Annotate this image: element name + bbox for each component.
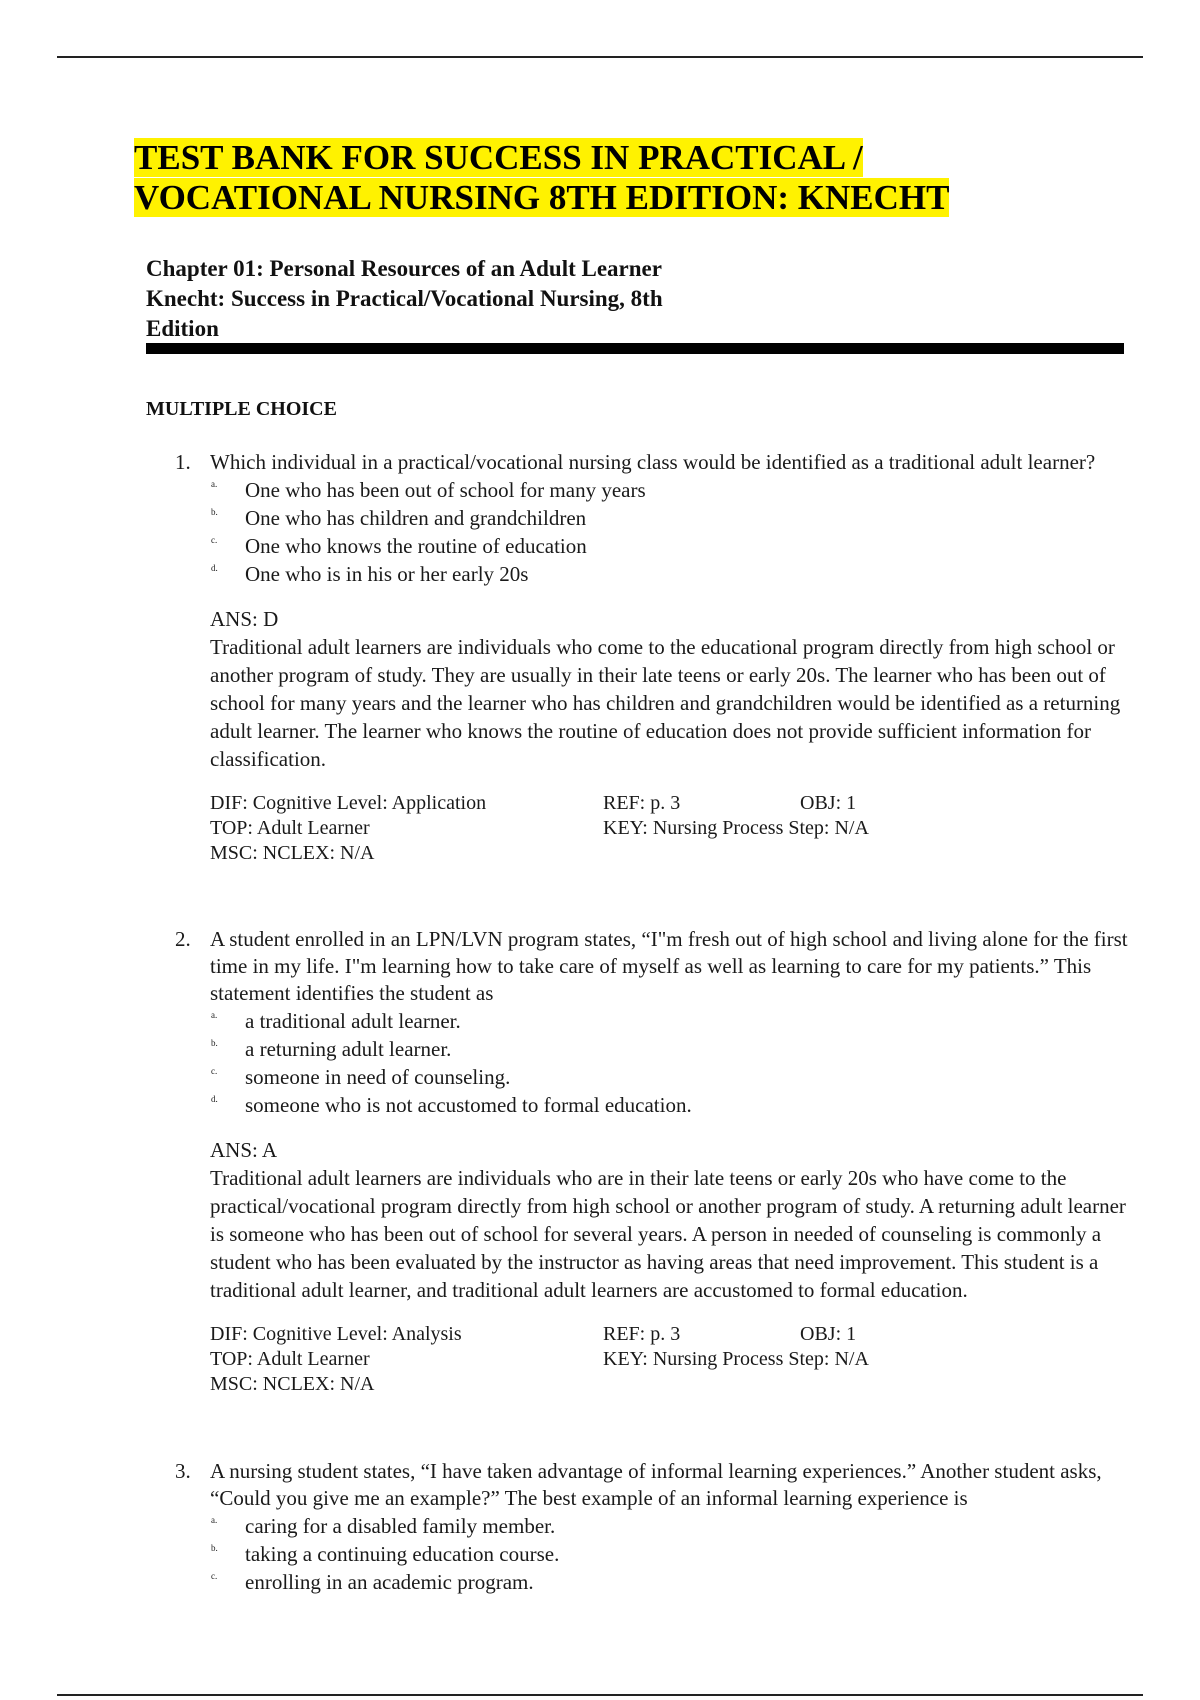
- option-letter: d.: [211, 563, 218, 573]
- option-b[interactable]: [175, 1035, 1135, 1063]
- question-stem: [175, 449, 1135, 476]
- question-text: Which individual in a practical/vocational nursing class would be identified as a traditional adult learner?: [210, 450, 1096, 474]
- chapter-heading: [146, 254, 786, 344]
- answer-key: ANS: D: [210, 607, 279, 631]
- document-title: [134, 138, 1134, 218]
- option-text: caring for a disabled family member.: [245, 1514, 556, 1538]
- question-2: [175, 926, 1135, 1400]
- option-letter: a.: [211, 1010, 218, 1020]
- meta-msc: MSC: NCLEX: N/A: [210, 1373, 375, 1395]
- title-line-1: TEST BANK FOR SUCCESS IN PRACTICAL /: [134, 138, 863, 177]
- chapter-line-2: Knecht: Success in Practical/Vocational Nursing, 8th: [146, 286, 663, 311]
- question-stem: [175, 926, 1135, 1007]
- option-a[interactable]: [175, 476, 1135, 504]
- chapter-divider: [146, 343, 1124, 354]
- answer-key: ANS: A: [210, 1138, 278, 1162]
- chapter-line-1: Chapter 01: Personal Resources of an Adult Learner: [146, 256, 662, 281]
- rationale: Traditional adult learners are individuals who come to the educational program directly from high school or another program of study. They are usually in their late teens or early 20s. The learner who has been out of school for many years and the learner who has children and grandchildren would be identified as a returning adult learner. The learner who knows the routine of education does not provide sufficient information for classification.: [210, 635, 1121, 771]
- option-text: a returning adult learner.: [245, 1037, 452, 1061]
- option-b[interactable]: [175, 1540, 1135, 1568]
- option-text: taking a continuing education course.: [245, 1542, 560, 1566]
- question-1: [175, 449, 1135, 869]
- bottom-rule: [57, 1694, 1143, 1696]
- question-3: [175, 1458, 1135, 1596]
- option-letter: a.: [211, 479, 218, 489]
- option-text: a traditional adult learner.: [245, 1009, 461, 1033]
- option-letter: d.: [211, 1094, 218, 1104]
- option-letter: b.: [211, 1038, 218, 1048]
- option-a[interactable]: [175, 1512, 1135, 1540]
- section-heading: MULTIPLE CHOICE: [146, 398, 337, 420]
- option-text: someone in need of counseling.: [245, 1065, 511, 1089]
- option-d[interactable]: [175, 560, 1135, 588]
- option-a[interactable]: [175, 1007, 1135, 1035]
- meta-key: KEY: Nursing Process Step: N/A: [603, 1348, 869, 1370]
- meta-dif: DIF: Cognitive Level: Analysis: [210, 1323, 462, 1345]
- option-text: someone who is not accustomed to formal education.: [245, 1093, 692, 1117]
- meta-top: TOP: Adult Learner: [210, 1348, 370, 1370]
- meta-top: TOP: Adult Learner: [210, 817, 370, 839]
- meta-dif: DIF: Cognitive Level: Application: [210, 792, 487, 814]
- option-text: One who knows the routine of education: [245, 534, 587, 558]
- rationale: Traditional adult learners are individuals who are in their late teens or early 20s who have come to the practical/vocational program directly from high school or another program of study. A returning adult learner is someone who has been out of school for several years. A person in needed of counseling is commonly a student who has been evaluated by the instructor as having areas that need improvement. This student is a traditional adult learner, and traditional adult learners are accustomed to formal education.: [210, 1166, 1126, 1302]
- meta-msc: MSC: NCLEX: N/A: [210, 842, 375, 864]
- option-letter: c.: [211, 1571, 218, 1581]
- option-c[interactable]: [175, 1568, 1135, 1596]
- question-text: A nursing student states, “I have taken advantage of informal learning experiences.” Another student asks, “Could you give me an example?” The best example of an informal learning experience is: [210, 1459, 1102, 1510]
- option-letter: c.: [211, 1066, 218, 1076]
- meta-obj: OBJ: 1: [800, 1323, 857, 1345]
- option-text: enrolling in an academic program.: [245, 1570, 534, 1594]
- question-metadata: [210, 1322, 1135, 1400]
- option-list: [175, 1512, 1135, 1596]
- title-line-2: VOCATIONAL NURSING 8TH EDITION: KNECHT: [134, 178, 950, 217]
- option-b[interactable]: [175, 504, 1135, 532]
- option-c[interactable]: [175, 532, 1135, 560]
- question-metadata: [210, 791, 1135, 869]
- meta-ref: REF: p. 3: [603, 1323, 681, 1345]
- meta-obj: OBJ: 1: [800, 792, 857, 814]
- meta-key: KEY: Nursing Process Step: N/A: [603, 817, 869, 839]
- option-text: One who has children and grandchildren: [245, 506, 587, 530]
- question-text: A student enrolled in an LPN/LVN program states, “I"m fresh out of high school and living alone for the first time in my life. I"m learning how to take care of myself as well as learning to care for my patients.” This statement identifies the student as: [210, 927, 1128, 1005]
- question-stem: [175, 1458, 1135, 1512]
- option-letter: a.: [211, 1515, 218, 1525]
- option-c[interactable]: [175, 1063, 1135, 1091]
- top-rule: [57, 56, 1143, 58]
- question-number: 1.: [175, 450, 191, 474]
- question-number: 2.: [175, 927, 191, 951]
- chapter-line-3: Edition: [146, 316, 219, 341]
- option-text: One who is in his or her early 20s: [245, 562, 529, 586]
- option-d[interactable]: [175, 1091, 1135, 1119]
- option-text: One who has been out of school for many years: [245, 478, 646, 502]
- option-list: [175, 476, 1135, 588]
- option-letter: b.: [211, 507, 218, 517]
- option-list: [175, 1007, 1135, 1119]
- question-number: 3.: [175, 1459, 191, 1483]
- option-letter: b.: [211, 1543, 218, 1553]
- meta-ref: REF: p. 3: [603, 792, 681, 814]
- option-letter: c.: [211, 535, 218, 545]
